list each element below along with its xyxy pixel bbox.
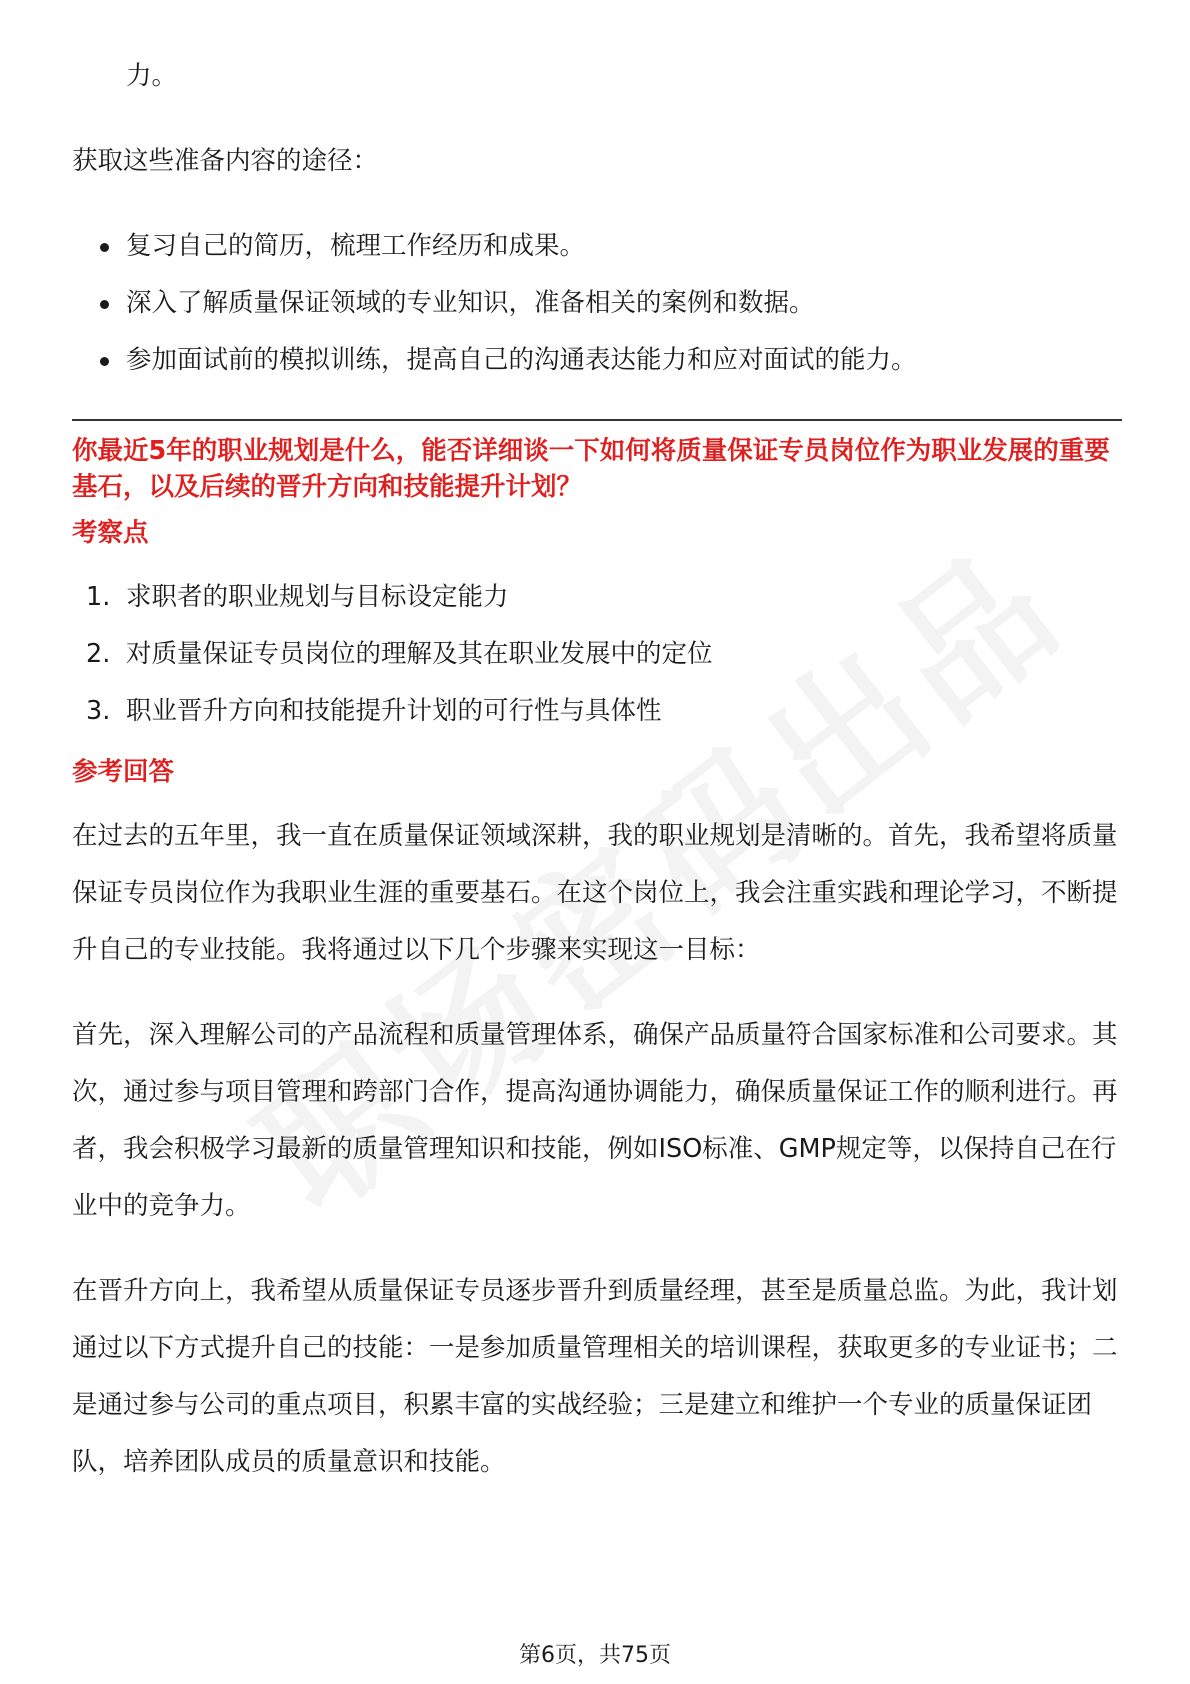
item-text: 对质量保证专员岗位的理解及其在职业发展中的定位 <box>126 639 713 669</box>
answer-paragraph: 首先，深入理解公司的产品流程和质量管理体系，确保产品质量符合国家标准和公司要求。其次，通过参与项目管理和跨部门合作，提高沟通协调能力，确保质量保证工作的顺利进行。再者，我会积极学习最新的质量管理知识和技能，例如ISO标准、GMP规定等，以保持自己在行业中的竞争力。 <box>72 1020 1118 1221</box>
item-number: 3. <box>86 696 111 726</box>
list-item <box>72 569 1122 626</box>
list-item: 参加面试前的模拟训练，提高自己的沟通表达能力和应对面试的能力。 <box>72 332 1122 389</box>
section-divider <box>72 419 1122 421</box>
continued-fragment: 力。 <box>126 61 178 91</box>
focus-list <box>72 569 1122 740</box>
focus-heading: 考察点 <box>72 518 149 548</box>
page-content <box>72 48 1122 1491</box>
list-item: 深入了解质量保证领域的专业知识，准备相关的案例和数据。 <box>72 275 1122 332</box>
page-footer: 第6页，共75页 <box>519 1643 671 1668</box>
list-item <box>72 626 1122 683</box>
answer-paragraph: 在过去的五年里，我一直在质量保证领域深耕，我的职业规划是清晰的。首先，我希望将质量保证专员岗位作为我职业生涯的重要基石。在这个岗位上，我会注重实践和理论学习，不断提升自己的专业技能。我将通过以下几个步骤来实现这一目标： <box>72 821 1118 965</box>
ways-list <box>72 218 1122 389</box>
answer-heading: 参考回答 <box>72 757 175 787</box>
list-item <box>72 683 1122 740</box>
item-number: 2. <box>86 639 111 669</box>
answer-paragraph: 在晋升方向上，我希望从质量保证专员逐步晋升到质量经理，甚至是质量总监。为此，我计划通过以下方式提升自己的技能：一是参加质量管理相关的培训课程，获取更多的专业证书；二是通过参与公司的重点项目，积累丰富的实战经验；三是建立和维护一个专业的质量保证团队，培养团队成员的质量意识和技能。 <box>72 1276 1118 1477</box>
item-text: 职业晋升方向和技能提升计划的可行性与具体性 <box>126 696 662 726</box>
interview-question: 你最近5年的职业规划是什么，能否详细谈一下如何将质量保证专员岗位作为职业发展的重要基石，以及后续的晋升方向和技能提升计划？ <box>72 436 1110 502</box>
item-number: 1. <box>86 582 111 612</box>
ways-intro: 获取这些准备内容的途径： <box>72 146 379 176</box>
item-text: 求职者的职业规划与目标设定能力 <box>126 582 509 612</box>
list-item: 复习自己的简历，梳理工作经历和成果。 <box>72 218 1122 275</box>
